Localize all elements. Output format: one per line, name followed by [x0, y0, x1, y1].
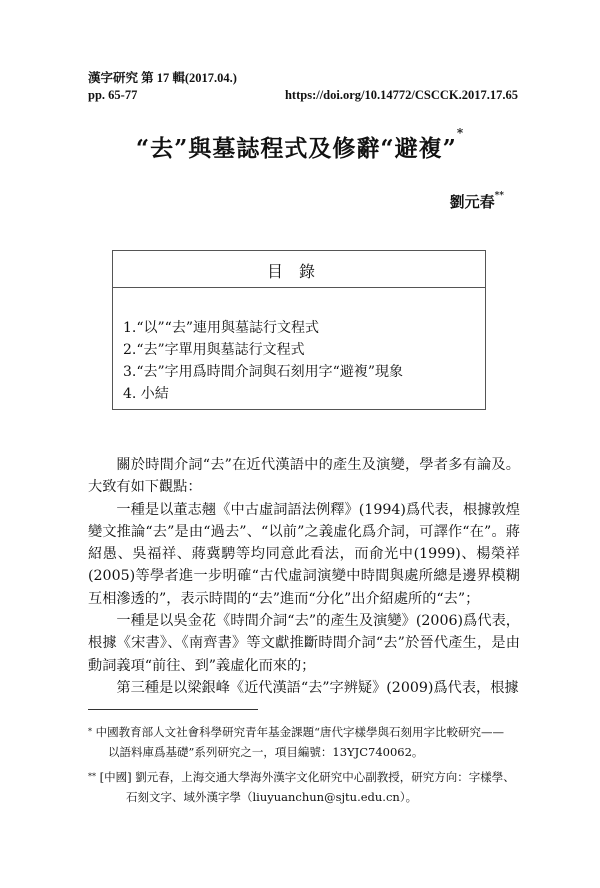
toc-heading: 目錄: [266, 262, 331, 281]
paragraph: 一種是以董志翹《中古虛詞語法例釋》(1994)爲代表，根據敦煌變文推論“去”是由“過去”、“以前”之義虛化爲介詞，可譯作“在”。蔣紹愚、吳福祥、蔣冀騁等均同意此看法，而俞光中(1999)、楊榮祥(2005)等學者進一步明確“古代虛詞演變中時間與處所總是邊界模糊互相滲透的”，表示時間的“去”進而“分化”出介紹處所的“去”；: [88, 501, 520, 607]
toc-divider: [113, 287, 485, 288]
body-text: [88, 454, 520, 699]
toc-item: 4. 小結: [123, 386, 169, 402]
footnote-text: 中國教育部人文社會科學研究青年基金課題“唐代字樣學與石刻用字比較研究——: [95, 725, 505, 739]
footnote-mark: *: [88, 727, 92, 736]
paragraph: 關於時間介詞“去”在近代漢語中的產生及演變，學者多有論及。大致有如下觀點：: [88, 457, 520, 496]
header-line-2: [88, 88, 518, 103]
author: [450, 191, 504, 212]
paper-title-text: “去”與墓誌程式及修辭“避複”: [135, 135, 457, 162]
footnote-text: [中國] 劉元春，上海交通大學海外漢字文化研究中心副教授，研究方向：字樣學、: [99, 770, 515, 784]
paragraph: 一種是以吳金花《時間介詞“去”的產生及演變》(2006)爲代表，根據《宋書》、《南齊書》等文獻推斷時間介詞“去”於晉代產生，是由動詞義項“前往、到”義虛化而來的；: [88, 613, 520, 674]
title-footnote-mark: *: [456, 126, 465, 140]
toc-item: 2.“去”字單用與墓誌行文程式: [123, 342, 305, 358]
footnote-rule: [88, 709, 258, 710]
toc-item: 1.“以”“去”連用與墓誌行文程式: [123, 320, 319, 336]
footnote-text-cont: 以語料庫爲基礎”系列研究之一，項目編號：13YJC740062。: [108, 745, 424, 759]
footnote-text-cont: 石刻文字、域外漢字學（liuyuanchun@sjtu.edu.cn）。: [126, 790, 418, 804]
toc-list: [123, 317, 403, 405]
footnote-2: [88, 767, 520, 807]
doi-link[interactable]: https://doi.org/10.14772/CSCCK.2017.17.65: [284, 88, 518, 102]
footnote-1: [88, 722, 520, 762]
paragraph: 第三種是以梁銀峰《近代漢語“去”字辨疑》(2009)爲代表，根據: [116, 679, 519, 696]
table-of-contents: [112, 250, 486, 410]
page-range: pp. 65-77: [88, 88, 138, 102]
toc-item: 3.“去”字用爲時間介詞與石刻用字“避複”現象: [123, 364, 403, 380]
author-name: 劉元春: [449, 193, 495, 211]
paper-title: [0, 126, 600, 163]
journal-name: 漢字研究 第 17 輯(2017.04.): [88, 71, 237, 85]
footnote-mark: **: [88, 772, 96, 781]
journal-header: [88, 68, 518, 86]
author-footnote-mark: **: [494, 191, 504, 201]
